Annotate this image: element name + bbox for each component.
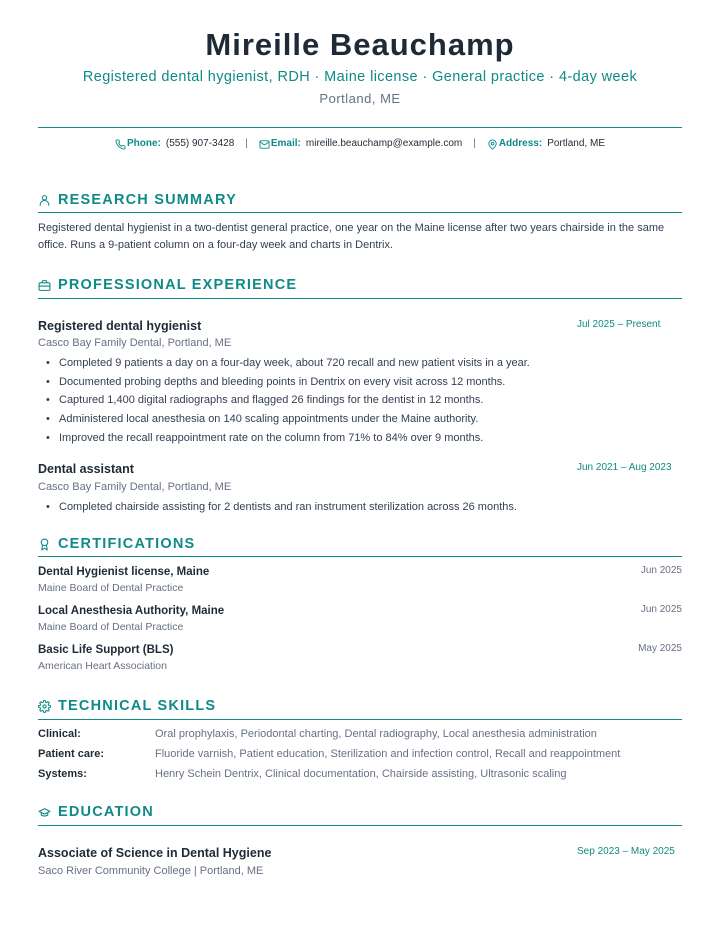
education-dates: Sep 2023 – May 2025 (577, 846, 675, 857)
list-item: • Captured 1,400 digital radiographs and flagged 26 findings for the dentist in 12 months. (38, 394, 682, 407)
email-label: Email: (270, 138, 301, 149)
contact-separator: | (245, 138, 248, 149)
award-ribbon-icon (38, 538, 51, 551)
section-divider (38, 556, 682, 557)
section-title-text: CERTIFICATIONS (58, 536, 196, 552)
job-employer: Casco Bay Family Dental, Portland, ME (38, 481, 232, 493)
certification-date: Jun 2025 (640, 604, 682, 615)
address-label: Address: (498, 138, 543, 149)
certification-issuer: American Heart Association (38, 660, 167, 672)
contact-bar (38, 138, 682, 150)
job-bullet-list (38, 357, 682, 450)
summary-text: Registered dental hygienist in a two-dentist general practice, one year on the Maine license after two years chairside in the same office. Runs a 9-patient column on a four-day week and charts in Dentrix. (38, 222, 665, 251)
contact-phone (115, 138, 234, 150)
list-item: • Improved the recall reappointment rate on the column from 71% to 84% over 9 months. (38, 432, 682, 445)
certification-name: Local Anesthesia Authority, Maine (38, 605, 225, 617)
section-title-text: EDUCATION (58, 804, 154, 820)
header-divider (38, 127, 682, 128)
list-item: • Documented probing depths and bleeding points in Dentrix on every visit across 12 months. (38, 376, 682, 389)
address-value: Portland, ME (547, 138, 605, 149)
section-title-experience (38, 277, 682, 293)
contact-separator: | (473, 138, 476, 149)
graduation-cap-icon (38, 806, 51, 819)
section-title-summary (38, 192, 682, 208)
candidate-name: Mireille Beauchamp (205, 27, 515, 62)
list-item: • Completed chairside assisting for 2 dentists and ran instrument sterilization across 26 months. (38, 501, 682, 514)
list-item: • Administered local anesthesia on 140 scaling appointments under the Maine authority. (38, 413, 682, 426)
certification-name: Dental Hygienist license, Maine (38, 566, 210, 578)
section-title-text: PROFESSIONAL EXPERIENCE (58, 277, 298, 293)
section-divider (38, 298, 682, 299)
certification-name: Basic Life Support (BLS) (38, 644, 174, 656)
certification-issuer: Maine Board of Dental Practice (38, 582, 184, 594)
skill-category: Clinical: (38, 728, 81, 740)
phone-label: Phone: (126, 138, 161, 149)
skill-category: Systems: (38, 768, 87, 780)
phone-icon (115, 139, 126, 150)
briefcase-icon (38, 279, 51, 292)
job-bullet-list (38, 501, 682, 520)
skill-list: Oral prophylaxis, Periodontal charting, Dental radiography, Local anesthesia administration (155, 728, 597, 740)
header-location: Portland, ME (319, 91, 401, 106)
section-title-text: TECHNICAL SKILLS (58, 698, 217, 714)
section-divider (38, 719, 682, 720)
skill-category: Patient care: (38, 748, 105, 760)
skill-list: Henry Schein Dentrix, Clinical documentation, Chairside assisting, Ultrasonic scaling (155, 768, 567, 780)
contact-email (259, 138, 462, 150)
job-dates: Jul 2025 – Present (577, 319, 661, 330)
section-title-education (38, 804, 682, 820)
certification-issuer: Maine Board of Dental Practice (38, 621, 184, 633)
phone-value[interactable]: (555) 907-3428 (165, 138, 235, 149)
map-pin-icon (487, 139, 498, 150)
section-divider (38, 825, 682, 826)
envelope-icon (259, 139, 270, 150)
section-title-certifications (38, 536, 682, 552)
section-title-text: RESEARCH SUMMARY (58, 192, 237, 208)
contact-address (487, 138, 605, 150)
job-title: Registered dental hygienist (38, 319, 202, 333)
degree-title: Associate of Science in Dental Hygiene (38, 846, 272, 860)
job-dates: Jun 2021 – Aug 2023 (577, 462, 672, 473)
list-item: • Completed 9 patients a day on a four-day week, about 720 recall and new patient visits in a year. (38, 357, 682, 370)
gear-icon (38, 700, 51, 713)
school-name: Saco River Community College | Portland, ME (38, 865, 264, 877)
section-title-skills (38, 698, 682, 714)
skill-list: Fluoride varnish, Patient education, Sterilization and infection control, Recall and reappointment (155, 748, 621, 760)
person-icon (38, 194, 51, 207)
section-divider (38, 212, 682, 213)
certification-date: Jun 2025 (640, 565, 682, 576)
certification-date: May 2025 (638, 643, 682, 654)
job-title: Dental assistant (38, 462, 134, 476)
job-employer: Casco Bay Family Dental, Portland, ME (38, 337, 232, 349)
headline-tagline: Registered dental hygienist, RDH · Maine license · General practice · 4-day week (82, 69, 638, 85)
email-value[interactable]: mireille.beauchamp@example.com (305, 138, 463, 149)
